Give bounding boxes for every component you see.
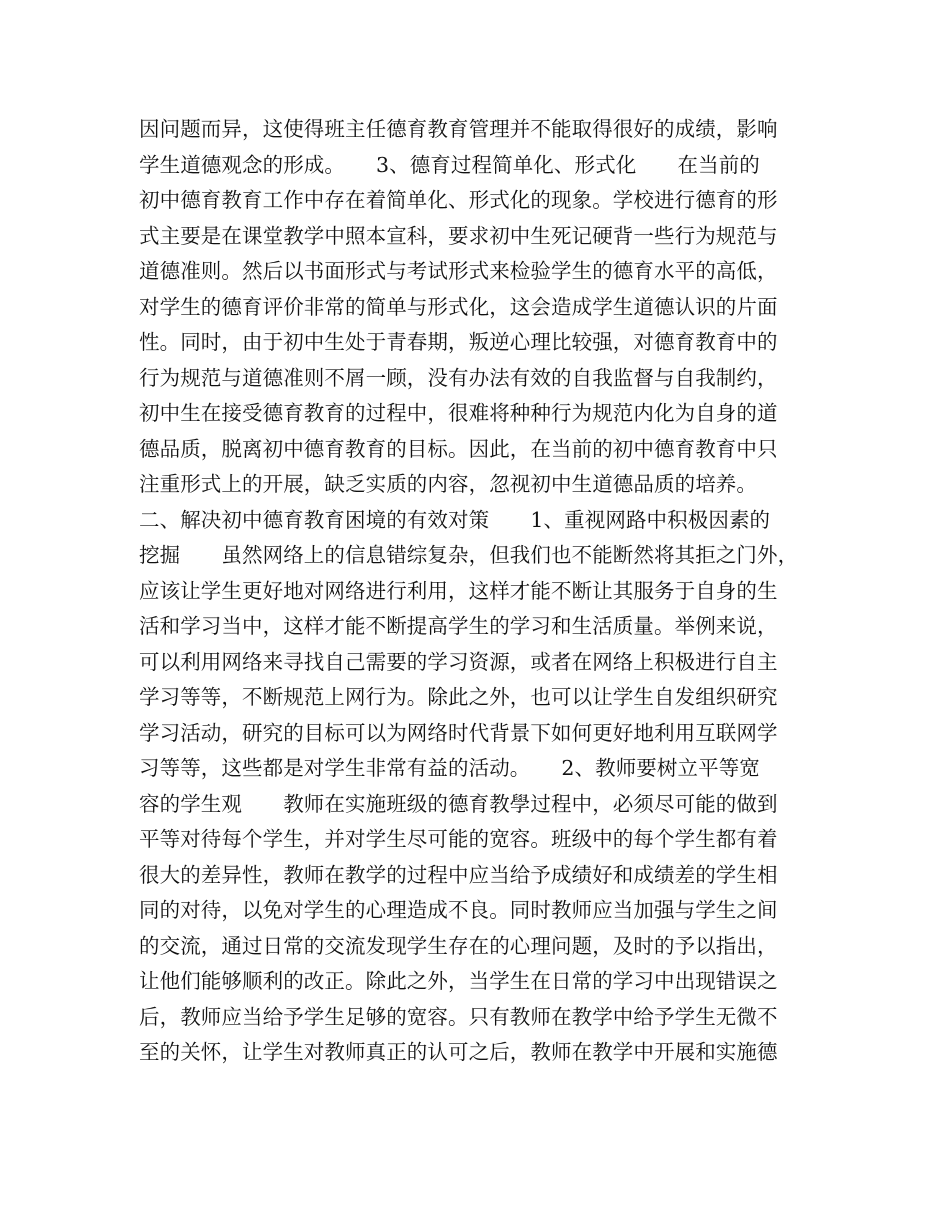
text-line: 行为规范与道德准则不屑一顾，没有办法有效的自我监督与自我制约， [139,365,778,390]
text-line: 因问题而异，这使得班主任德育教育管理并不能取得很好的成绩，影响 [139,117,778,141]
text-line: 活和学习当中，这样才能不断提高学生的学习和生活质量。举例来说， [139,614,778,638]
text-line: 的交流，通过日常的交流发现学生存在的心理问题，及时的予以指出， [139,933,778,958]
text-line: 性。同时，由于初中生处于青春期，叛逆心理比较强，对德育教育中的 [139,330,778,354]
text-line: 二、解决初中德育教育困境的有效对策 1、重视网路中积极因素的 [139,507,771,532]
text-line: 同的对待，以免对学生的心理造成不良。同时教师应当加强与学生之间 [139,898,778,922]
text-line: 后，教师应当给予学生足够的宽容。只有教师在教学中给予学生无微不 [139,1004,778,1029]
text-line: 学生道德观念的形成。 3、德育过程简单化、形式化 在当前的 [139,152,760,177]
text-line: 应该让学生更好地对网络进行利用，这样才能不断让其服务于自身的生 [139,578,778,603]
text-line: 对学生的德育评价非常的简单与形式化，这会造成学生道德认识的片面 [139,294,778,319]
text-line: 很大的差异性，教师在教学的过程中应当给予成绩好和成绩差的学生相 [139,862,778,887]
text-line: 学习活动，研究的目标可以为网络时代背景下如何更好地利用互联网学 [139,720,778,745]
text-line: 可以利用网络来寻找自己需要的学习资源，或者在网络上积极进行自主 [139,649,778,674]
text-line: 容的学生观 教师在实施班级的德育教學过程中，必须尽可能的做到 [139,791,778,816]
text-line: 平等对待每个学生，并对学生尽可能的宽容。班级中的每个学生都有着 [139,827,778,851]
text-line: 初中生在接受德育教育的过程中，很难将种种行为规范内化为自身的道 [139,401,778,425]
text-line: 至的关怀，让学生对教师真正的认可之后，教师在教学中开展和实施德 [139,1040,778,1064]
text-line: 挖掘 虽然网络上的信息错综复杂，但我们也不能断然将其拒之门外， [139,543,799,567]
text-line: 让他们能够顺利的改正。除此之外，当学生在日常的学习中出现错误之 [139,969,778,993]
text-line: 德品质，脱离初中德育教育的目标。因此，在当前的初中德育教育中只 [139,436,778,461]
text-line: 初中德育教育工作中存在着简单化、形式化的现象。学校进行德育的形 [139,188,778,212]
text-line: 式主要是在课堂教学中照本宣科，要求初中生死记硬背一些行为规范与 [139,223,778,248]
body-text [139,112,839,1071]
text-line: 学习等等，不断规范上网行为。除此之外，也可以让学生自发组织研究 [139,685,778,709]
text-line: 注重形式上的开展，缺乏实质的内容，忽视初中生道德品质的培养。 [139,472,757,496]
text-line: 道德准则。然后以书面形式与考试形式来检验学生的德育水平的高低， [139,259,778,283]
text-line: 习等等，这些都是对学生非常有益的活动。 2、教师要树立平等宽 [139,756,760,780]
